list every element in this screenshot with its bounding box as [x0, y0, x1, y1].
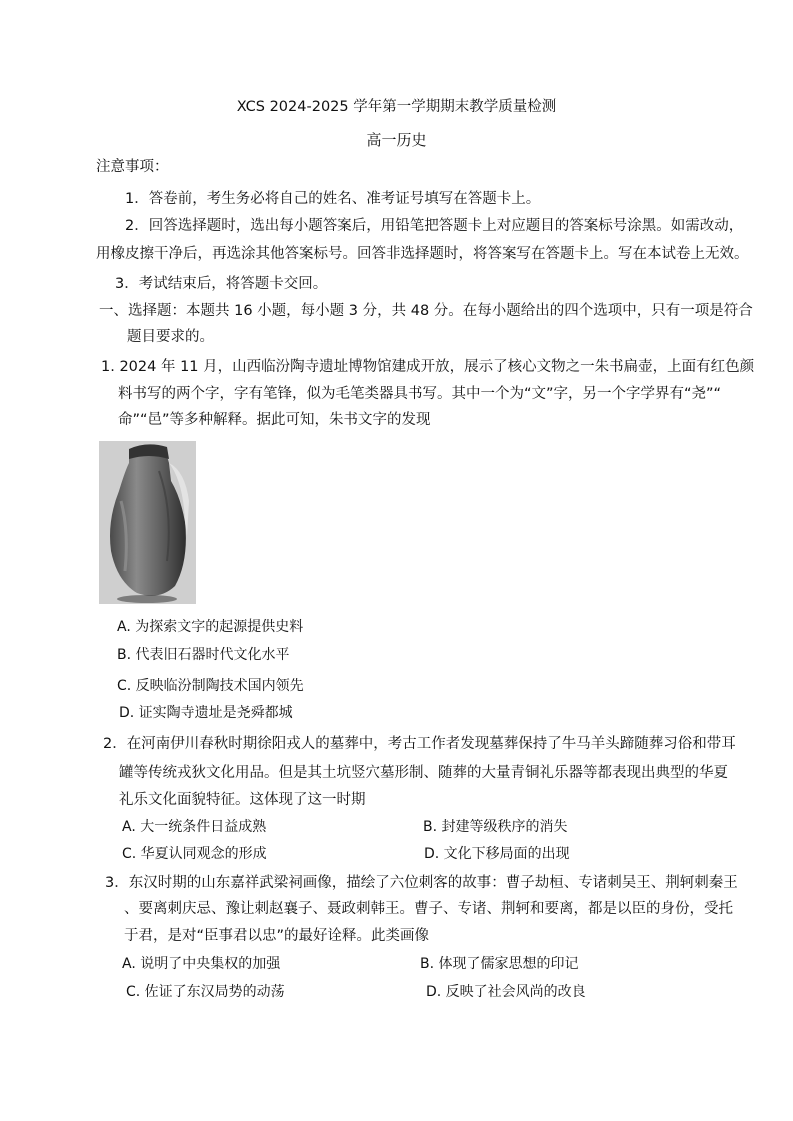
question-2-option-c[interactable]: C. 华夏认同观念的形成 [122, 846, 267, 862]
notice-item-3: 3．考试结束后，将答题卡交回。 [115, 276, 328, 292]
question-3-option-a[interactable]: A. 说明了中央集权的加强 [122, 956, 281, 972]
question-3-option-b[interactable]: B. 体现了儒家思想的印记 [420, 956, 579, 972]
question-3-option-c[interactable]: C. 佐证了东汉局势的动荡 [126, 984, 285, 1000]
section-1-instructions-line-2: 题目要求的。 [127, 329, 214, 345]
section-1-instructions-line-1: 一、选择题：本题共 16 小题，每小题 3 分，共 48 分。在每小题给出的四个选项中，只有一项是符合 [99, 303, 753, 319]
exam-title: XCS 2024-2025 学年第一学期期末教学质量检测 [236, 99, 557, 115]
flask-photo-svg [99, 441, 196, 604]
question-1-option-c[interactable]: C. 反映临汾制陶技术国内领先 [117, 678, 304, 694]
question-1-line-1: 1. 2024 年 11 月，山西临汾陶寺遗址博物馆建成开放，展示了核心文物之一朱书扁壶，上面有红色颜 [101, 359, 755, 375]
question-1-option-b[interactable]: B. 代表旧石器时代文化水平 [117, 647, 290, 663]
pottery-flask-image [99, 441, 196, 604]
question-1-line-3: 命”“邑”等多种解释。据此可知，朱书文字的发现 [118, 412, 431, 428]
question-2-line-1: 2．在河南伊川春秋时期徐阳戎人的墓葬中，考古工作者发现墓葬保持了牛马羊头蹄随葬习俗和带耳 [103, 736, 736, 752]
question-2-option-d[interactable]: D. 文化下移局面的出现 [424, 846, 570, 862]
question-1-option-a[interactable]: A. 为探索文字的起源提供史料 [117, 619, 304, 635]
question-1-line-2: 料书写的两个字，字有笔锋，似为毛笔类器具书写。其中一个为“文”字，另一个字学界有“尧”“ [118, 386, 722, 402]
question-2-line-2: 罐等传统戎狄文化用品。但是其土坑竖穴墓形制、随葬的大量青铜礼乐器等都表现出典型的华夏 [119, 765, 728, 781]
exam-subject: 高一历史 [366, 131, 427, 149]
notice-item-2-line-1: 2．回答选择题时，选出每小题答案后，用铅笔把答题卡上对应题目的答案标号涂黑。如需改动， [125, 218, 744, 234]
question-3-option-d[interactable]: D. 反映了社会风尚的改良 [426, 984, 586, 1000]
question-2-option-a[interactable]: A. 大一统条件日益成熟 [122, 819, 267, 835]
question-3-line-1: 3．东汉时期的山东嘉祥武梁祠画像，描绘了六位刺客的故事：曹子劫桓、专诸刺吴王、荆轲刺秦王 [105, 875, 738, 891]
question-1-option-d[interactable]: D. 证实陶寺遗址是尧舜都城 [119, 705, 293, 721]
question-2-option-b[interactable]: B. 封建等级秩序的消失 [423, 819, 568, 835]
notice-heading: 注意事项： [96, 159, 169, 175]
question-3-line-2: 、要离刺庆忌、豫让刺赵襄子、聂政刺韩王。曹子、专诸、荆轲和要离，都是以臣的身份，受托 [124, 901, 733, 917]
notice-item-1: 1．答卷前，考生务必将自己的姓名、准考证号填写在答题卡上。 [125, 191, 541, 207]
notice-item-2-line-2: 用橡皮擦干净后，再选涂其他答案标号。回答非选择题时，将答案写在答题卡上。写在本试卷上无效。 [96, 246, 749, 262]
question-3-line-3: 于君，是对“臣事君以忠”的最好诠释。此类画像 [124, 928, 430, 944]
question-2-line-3: 礼乐文化面貌特征。这体现了这一时期 [119, 792, 366, 808]
